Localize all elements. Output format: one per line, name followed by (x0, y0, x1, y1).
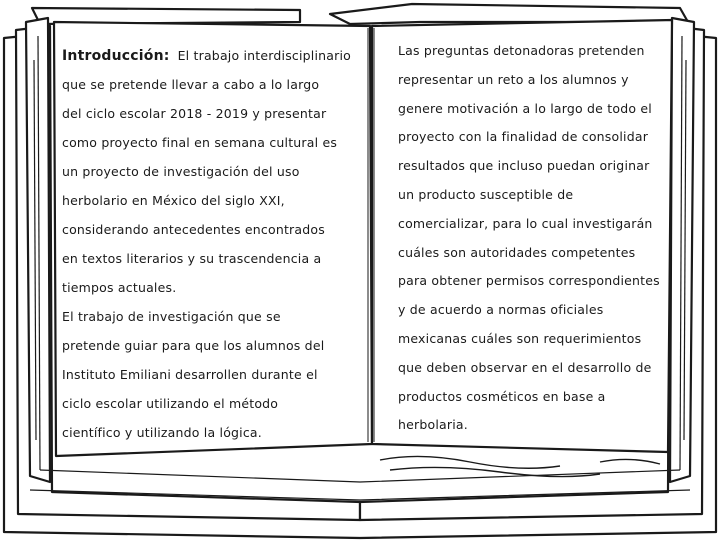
right-page-line: mexicanas cuáles son requerimientos (398, 330, 642, 346)
right-page-line: genere motivación a lo largo de todo el (398, 100, 652, 116)
left-page-line: del ciclo escolar 2018 - 2019 y presentar (62, 106, 327, 121)
right-page-line: productos cosméticos en base a (398, 388, 606, 404)
introduction-heading: Introducción: (62, 48, 170, 64)
left-page-line: en textos literarios y su trascendencia a (62, 251, 322, 266)
left-page-line: Instituto Emiliani desarrollen durante el (62, 367, 318, 382)
left-page-text (62, 41, 351, 447)
right-page-line: resultados que incluso puedan originar (398, 158, 650, 174)
left-page-line: que se pretende llevar a cabo a lo largo (62, 77, 320, 92)
left-page-line: tiempos actuales. (62, 280, 177, 295)
left-page-line: como proyecto final en semana cultural es (62, 135, 338, 150)
right-page-line: que deben observar en el desarrollo de (398, 359, 652, 375)
left-page-line: considerando antecedentes encontrados (62, 222, 325, 237)
right-page-line: proyecto con la finalidad de consolidar (398, 129, 649, 145)
right-page-line: cuáles son autoridades competentes (398, 244, 636, 260)
left-page-line-text: El trabajo interdisciplinario (177, 48, 351, 63)
right-page-line: comercializar, para lo cual investigarán (398, 215, 653, 231)
right-page-text (398, 37, 660, 440)
left-page-line: herbolario en México del siglo XXI, (62, 193, 285, 208)
right-page-line: herbolaria. (398, 417, 468, 433)
right-page-line: Las preguntas detonadoras pretenden (398, 43, 645, 58)
left-page-line: un proyecto de investigación del uso (62, 164, 300, 179)
right-page-line: para obtener permisos correspondientes (398, 273, 660, 289)
left-page-line: pretende guiar para que los alumnos del (62, 338, 325, 353)
left-page-line: ciclo escolar utilizando el método (62, 396, 279, 411)
right-page-line: y de acuerdo a normas oficiales (398, 302, 604, 318)
right-page-line: un producto susceptible de (398, 186, 574, 202)
left-page-line: científico y utilizando la lógica. (62, 425, 262, 440)
right-page-line: representar un reto a los alumnos y (398, 71, 629, 87)
left-page-line: El trabajo de investigación que se (62, 309, 281, 324)
left-page-line (62, 41, 351, 70)
